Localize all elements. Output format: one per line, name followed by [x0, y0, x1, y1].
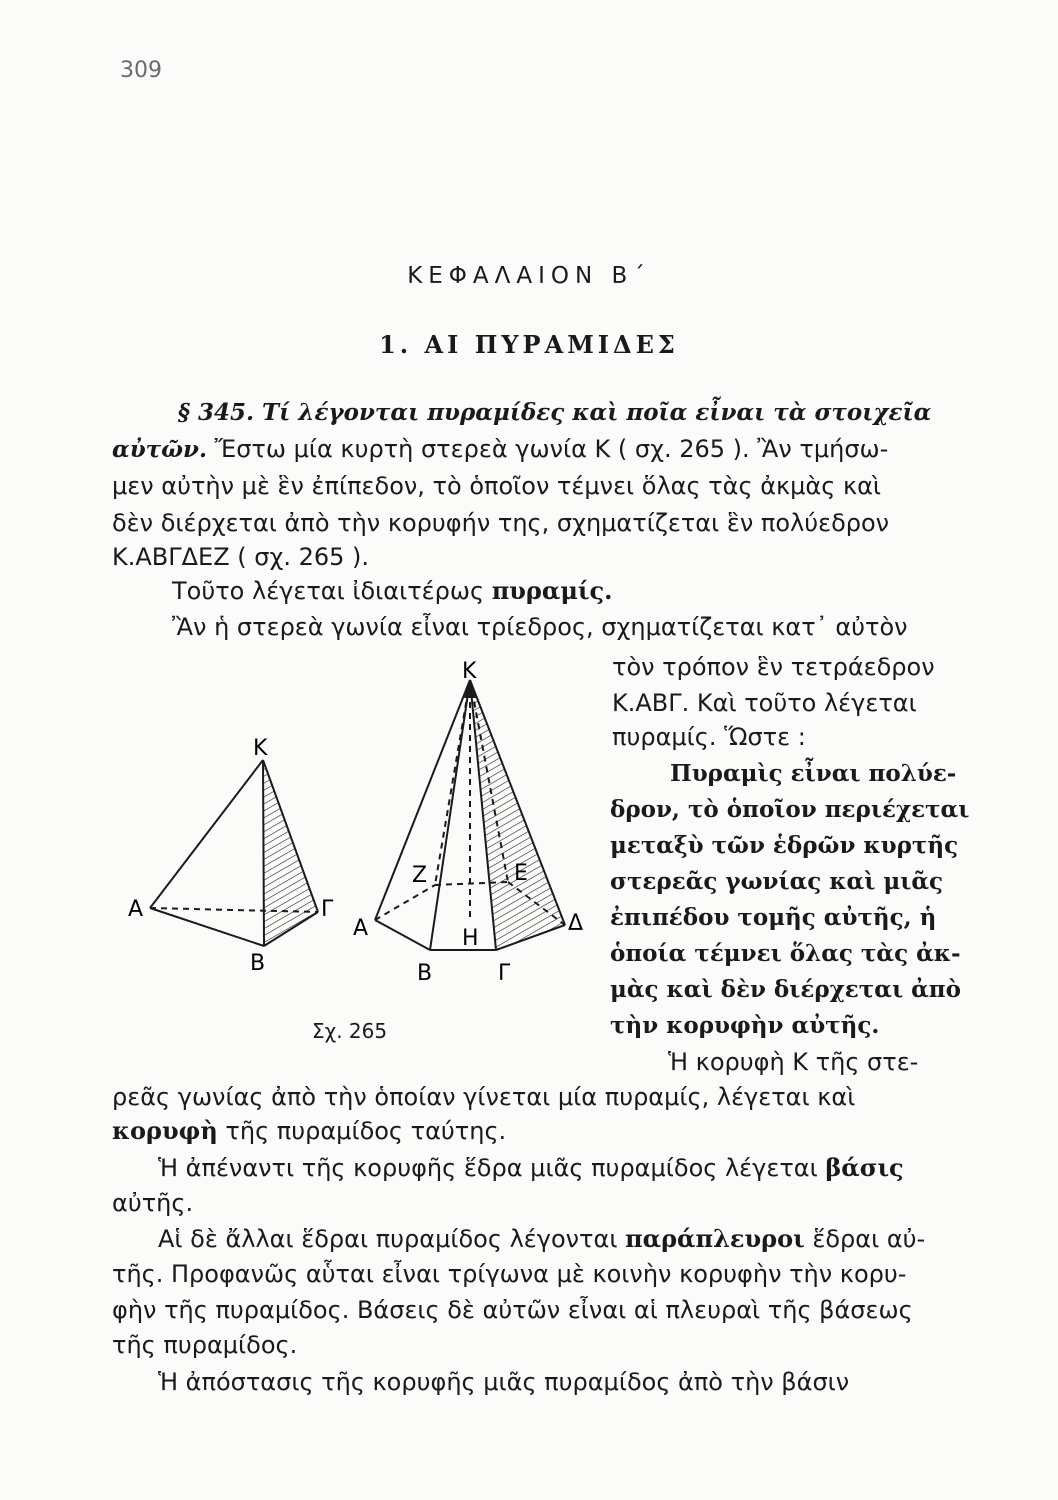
para-345-line-2	[112, 434, 888, 465]
para-345-line-3: μεν αὐτὴν μὲ ἓν ἐπίπεδον, τὸ ὁποῖον τέμνει ὅλας τὰς ἀκμὰς καὶ	[112, 472, 882, 500]
body-line-5-text-a: Αἱ δὲ ἄλλαι ἕδραι πυραμίδος λέγονται	[158, 1225, 626, 1253]
para-345-text: Ἔστω μία κυρτὴ στερεὰ γωνία Κ ( σχ. 265 ). Ἂν τμήσω-	[207, 435, 889, 463]
definition-line-1: Πυραμὶς εἶναι πολύε-	[670, 760, 957, 787]
body-line-6: τῆς. Προφανῶς αὗται εἶναι τρίγωνα μὲ κοινὴν κορυφὴν τὴν κορυ-	[112, 1260, 907, 1288]
label-right-E: E	[514, 861, 528, 886]
body-line-5	[158, 1224, 925, 1254]
hexagonal-pyramid-diagram	[375, 680, 565, 950]
body-line-1: ρεᾶς γωνίας ἀπὸ τὴν ὁποίαν γίνεται μία πυραμίς, λέγεται καὶ	[112, 1083, 856, 1111]
label-left-K: K	[253, 736, 268, 761]
chapter-title: ΚΕΦΑΛΑΙΟΝ Β΄	[407, 263, 651, 289]
label-right-Z: Z	[412, 863, 428, 888]
label-right-A: A	[353, 916, 369, 941]
label-left-G: Γ	[321, 897, 334, 922]
body-line-3	[158, 1153, 904, 1183]
label-right-B: B	[417, 961, 433, 986]
definition-line-6: ὁποία τέμνει ὅλας τὰς ἀκ-	[610, 940, 961, 967]
label-right-K: K	[462, 659, 477, 684]
right-col-after: Ἡ κορυφὴ Κ τῆς στε-	[668, 1048, 919, 1076]
body-line-2-text: τῆς πυραμίδος ταύτης.	[217, 1117, 507, 1145]
term-pyramid: πυραμίς.	[491, 576, 613, 605]
para-345-line-5: Κ.ΑΒΓΔΕΖ ( σχ. 265 ).	[112, 543, 370, 571]
para-345-title: § 345. Τί λέγονται πυραμίδες καὶ ποῖα εἶναι τὰ στοιχεῖα	[178, 399, 932, 426]
definition-line-5: ἐπιπέδου τομῆς αὐτῆς, ἡ	[610, 904, 937, 931]
definition-line-8: τὴν κορυφὴν αὐτῆς.	[610, 1012, 880, 1039]
right-col-line-1: τὸν τρόπον ἓν τετράεδρον	[612, 653, 935, 681]
body-line-9: Ἡ ἀπόστασις τῆς κορυφῆς μιᾶς πυραμίδος ἀπὸ τὴν βάσιν	[158, 1368, 850, 1396]
para-345-line-6	[172, 576, 613, 606]
para-345-title-end: αὐτῶν.	[112, 436, 207, 463]
definition-line-7: μὰς καὶ δὲν διέρχεται ἀπὸ	[610, 976, 961, 1003]
pyramid-intro-text: Τοῦτο λέγεται ἰδιαιτέρως	[172, 577, 492, 605]
body-line-5-text-b: ἕδραι αὐ-	[804, 1225, 926, 1253]
body-line-4: αὐτῆς.	[112, 1189, 194, 1217]
definition-line-2: δρον, τὸ ὁποῖον περιέχεται	[610, 796, 970, 823]
body-line-8: τῆς πυραμίδος.	[112, 1331, 298, 1359]
para-345-line-4: δὲν διέρχεται ἀπὸ τὴν κορυφήν της, σχηματίζεται ἓν πολύεδρον	[112, 509, 890, 537]
figure-265	[110, 650, 600, 1030]
body-line-2	[112, 1116, 506, 1146]
definition-line-4: στερεᾶς γωνίας καὶ μιᾶς	[610, 868, 944, 895]
label-right-H: H	[462, 926, 479, 951]
term-vertex: κορυφὴ	[112, 1116, 218, 1145]
right-col-line-2: Κ.ΑΒΓ. Καὶ τοῦτο λέγεται	[612, 689, 917, 717]
label-right-D: Δ	[568, 911, 584, 936]
term-base: βάσις	[825, 1153, 904, 1182]
para-345-heading	[178, 397, 931, 428]
figure-caption: Σχ. 265	[312, 1019, 388, 1043]
definition-line-3: μεταξὺ τῶν ἑδρῶν κυρτῆς	[610, 832, 959, 859]
pyramid-shaded-face	[470, 680, 565, 950]
label-left-A: A	[128, 897, 144, 922]
tetrahedron-diagram	[150, 760, 318, 946]
term-lateral: παράπλευροι	[625, 1224, 805, 1253]
section-title: 1. ΑΙ ΠΥΡΑΜΙΔΕΣ	[379, 330, 679, 359]
right-col-line-3: πυραμίς. Ὥστε :	[612, 723, 806, 751]
label-right-G: Γ	[498, 961, 511, 986]
label-left-B: B	[250, 951, 266, 976]
page-number: 309	[120, 58, 162, 83]
para-345-line-7: Ἂν ἡ στερεὰ γωνία εἶναι τρίεδρος, σχηματίζεται κατ᾽ αὐτὸν	[172, 613, 908, 641]
body-line-7: φὴν τῆς πυραμίδος. Βάσεις δὲ αὐτῶν εἶναι αἱ πλευραὶ τῆς βάσεως	[112, 1296, 913, 1324]
body-line-3-text: Ἡ ἀπέναντι τῆς κορυφῆς ἕδρα μιᾶς πυραμίδος λέγεται	[158, 1154, 826, 1182]
